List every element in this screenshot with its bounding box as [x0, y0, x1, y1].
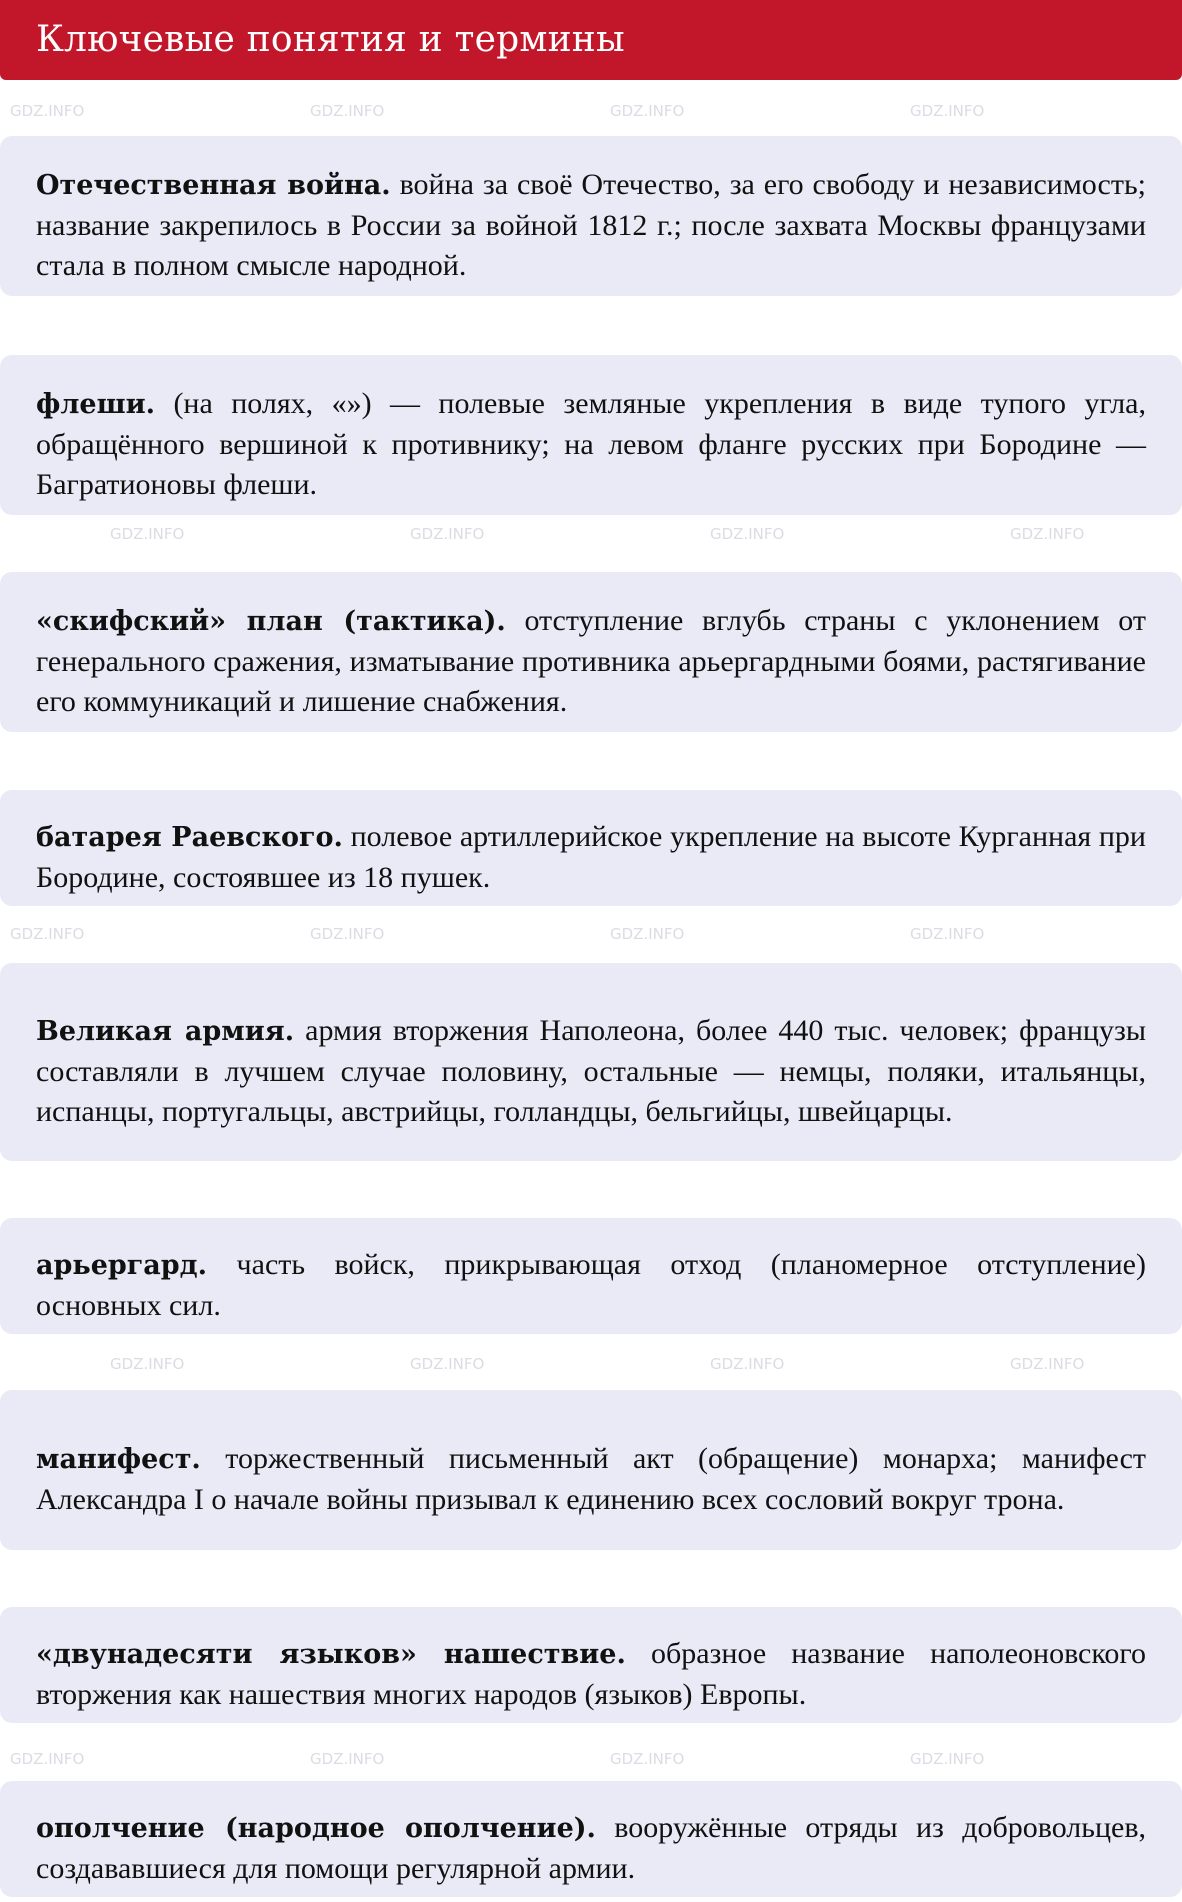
watermark: GDZ.INFO: [1010, 1355, 1085, 1373]
term-definition: вооружённые отряды из добровольцев, создававшиеся для помощи регулярной армии.: [36, 1810, 1146, 1885]
term-entry: [36, 1634, 1146, 1715]
watermark: GDZ.INFO: [710, 1355, 785, 1373]
watermark: GDZ.INFO: [710, 525, 785, 543]
term-definition: образное название наполеоновского вторжения как нашествия многих народов (языков) Европы.: [36, 1636, 1146, 1711]
term-name: флеши.: [36, 388, 156, 420]
watermark: GDZ.INFO: [10, 925, 85, 943]
term-name: Великая армия.: [36, 1015, 295, 1047]
term-card: [0, 790, 1182, 906]
watermark: GDZ.INFO: [910, 925, 985, 943]
term-definition: отступление вглубь страны с уклонением от генерального сражения, изматывание противника арьергардными боями, растягивание его коммуникаций и лишение снабжения.: [36, 603, 1146, 718]
term-name: «двунадесяти языков» нашествие.: [36, 1638, 626, 1670]
watermark: GDZ.INFO: [910, 1750, 985, 1768]
term-card: [0, 963, 1182, 1161]
watermark: GDZ.INFO: [410, 1355, 485, 1373]
watermark: GDZ.INFO: [10, 102, 85, 120]
watermark: GDZ.INFO: [310, 102, 385, 120]
term-entry: [36, 165, 1146, 286]
term-name: арьергард.: [36, 1249, 208, 1281]
term-definition: война за своё Отечество, за его свободу и независимость; название закрепилось в России за войной 1812 г.; после захвата Москвы французами стала в полном смысле народной.: [36, 167, 1146, 282]
term-card: [0, 136, 1182, 296]
term-card: [0, 1218, 1182, 1334]
term-name: манифест.: [36, 1443, 201, 1475]
watermark: GDZ.INFO: [310, 1750, 385, 1768]
watermark: GDZ.INFO: [410, 525, 485, 543]
term-definition: полевое артиллерийское укрепление на высоте Курганная при Бородине, состоявшее из 18 пушек.: [36, 819, 1146, 894]
watermark: GDZ.INFO: [1010, 525, 1085, 543]
term-card: [0, 572, 1182, 732]
term-entry: [36, 601, 1146, 722]
term-card: [0, 355, 1182, 515]
term-definition: торжественный письменный акт (обращение) монарха; манифест Александра I о начале войны призывал к единению всех сословий вокруг трона.: [36, 1441, 1146, 1516]
header-bar: [0, 0, 1182, 80]
term-entry: [36, 817, 1146, 898]
watermark: GDZ.INFO: [310, 925, 385, 943]
term-entry: [36, 1439, 1146, 1520]
watermark: GDZ.INFO: [610, 1750, 685, 1768]
term-card: [0, 1781, 1182, 1897]
term-name: батарея Раевского.: [36, 821, 343, 853]
term-name: Отечественная война.: [36, 169, 391, 201]
watermark: GDZ.INFO: [610, 925, 685, 943]
watermark: GDZ.INFO: [610, 102, 685, 120]
term-definition: армия вторжения Наполеона, более 440 тыс. человек; французы составляли в лучшем случае половину, остальные — немцы, поляки, итальянцы, испанцы, португальцы, австрийцы, голландцы, бельгийцы, швейцарцы.: [36, 1013, 1146, 1128]
term-name: ополчение (народное ополчение).: [36, 1812, 596, 1844]
term-entry: [36, 1808, 1146, 1889]
term-entry: [36, 384, 1146, 505]
term-entry: [36, 1245, 1146, 1326]
watermark: GDZ.INFO: [110, 1355, 185, 1373]
term-card: [0, 1390, 1182, 1550]
term-card: [0, 1607, 1182, 1723]
term-definition: (на полях, «») — полевые земляные укрепления в виде тупого угла, обращённого вершиной к противнику; на левом фланге русских при Бородине — Багратионовы флеши.: [36, 386, 1146, 501]
watermark: GDZ.INFO: [910, 102, 985, 120]
watermark: GDZ.INFO: [110, 525, 185, 543]
term-definition: часть войск, прикрывающая отход (планомерное отступление) основных сил.: [36, 1247, 1146, 1322]
term-name: «скифский» план (тактика).: [36, 605, 506, 637]
watermark: GDZ.INFO: [10, 1750, 85, 1768]
term-entry: [36, 1011, 1146, 1132]
page-title: Ключевые понятия и термины: [36, 19, 625, 60]
